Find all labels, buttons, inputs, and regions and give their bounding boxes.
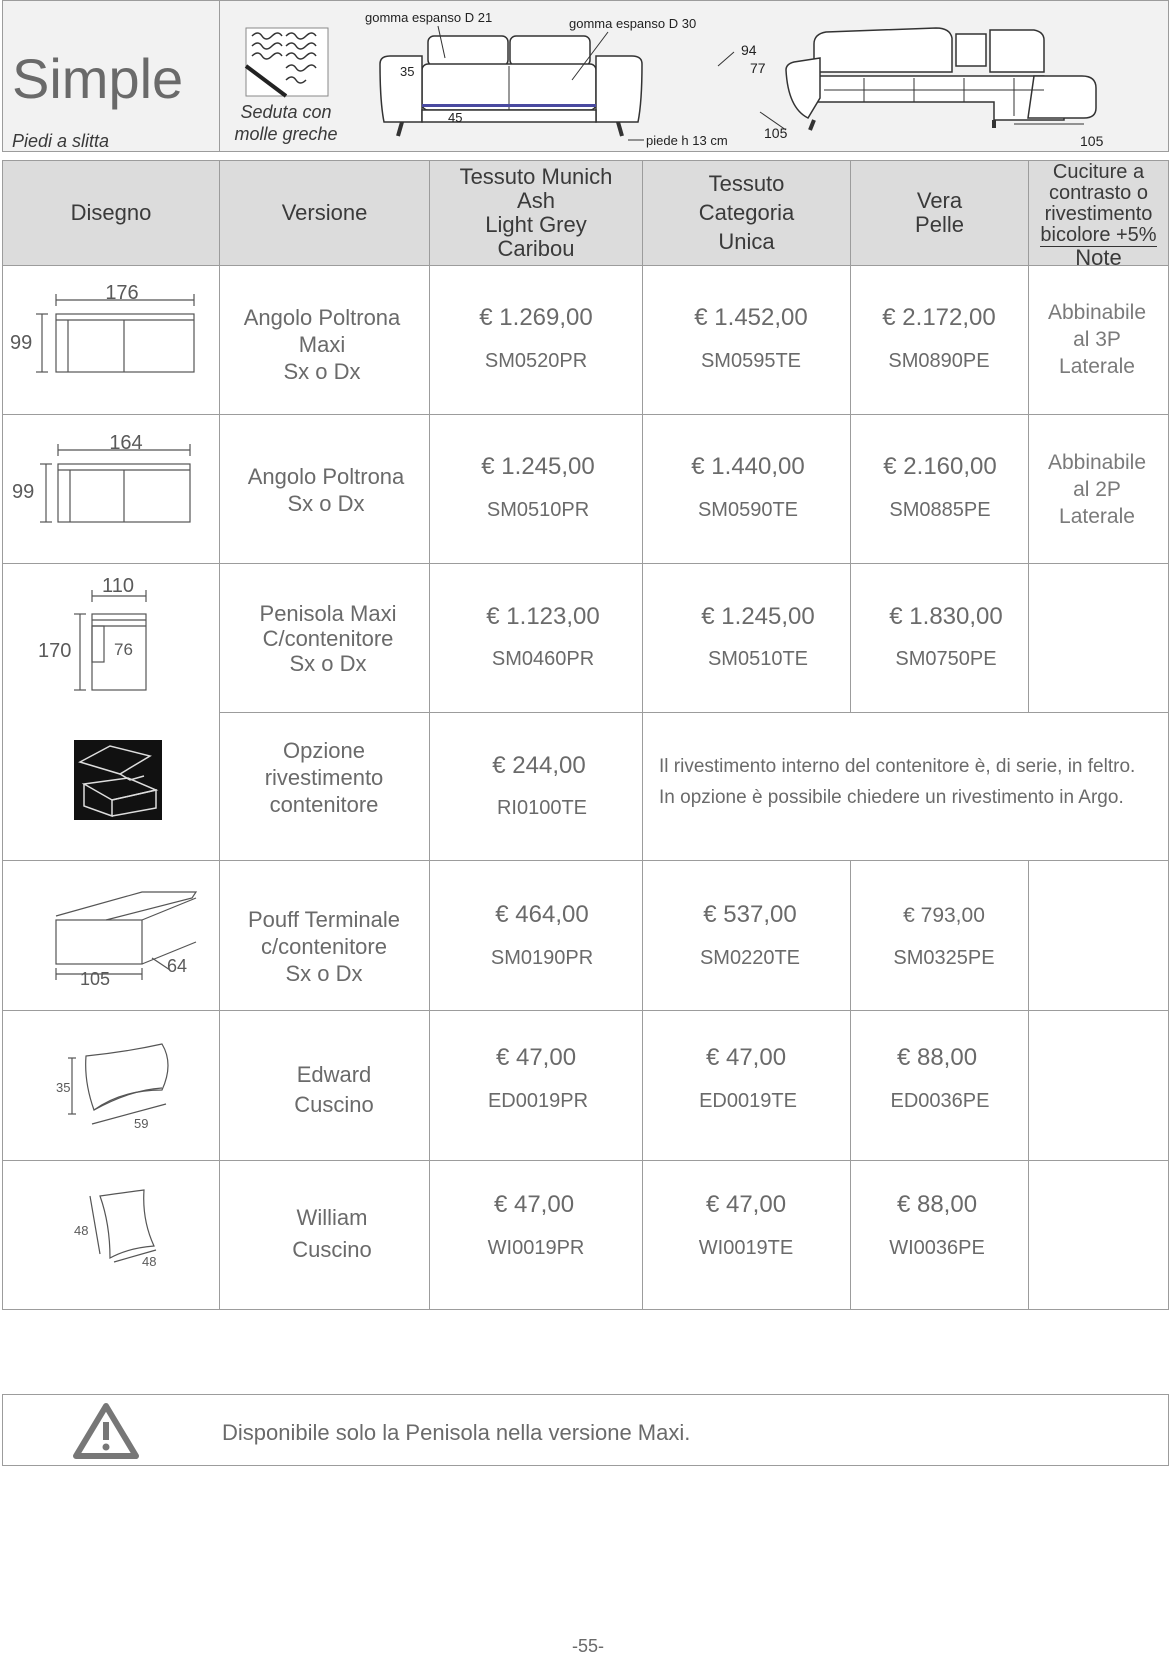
row-divider bbox=[2, 414, 1169, 415]
categoria-price: € 1.440,00 bbox=[691, 453, 805, 480]
note-line: al 2P bbox=[1073, 478, 1121, 501]
drawing-william-cushion bbox=[86, 1190, 166, 1264]
header-disegno: Disegno bbox=[70, 199, 152, 225]
feet-label: Piedi a slitta bbox=[12, 131, 110, 151]
storage-photo-icon bbox=[74, 740, 162, 820]
drawing-edward-cushion bbox=[62, 1044, 172, 1128]
munich-price: € 1.123,00 bbox=[486, 603, 600, 630]
version-name bbox=[292, 1202, 371, 1266]
header-categoria-line: Categoria bbox=[698, 200, 795, 225]
version-name bbox=[294, 1060, 373, 1120]
version-line: Opzione bbox=[283, 738, 365, 763]
warning-text: Disponibile solo la Penisola nella versione Maxi. bbox=[222, 1420, 691, 1445]
option-info-line1: Il rivestimento interno del contenitore è, di serie, in feltro. bbox=[659, 756, 1136, 777]
foam-d30-leader bbox=[570, 32, 610, 82]
version-name bbox=[248, 906, 400, 987]
option-info-line2: In opzione è possibile chiedere un rivestimento in Argo. bbox=[659, 787, 1124, 808]
pelle-price: € 2.172,00 bbox=[882, 304, 996, 331]
version-line: contenitore bbox=[269, 792, 379, 817]
version-line: Sx o Dx bbox=[285, 961, 363, 986]
row-divider bbox=[2, 265, 1169, 266]
dim-105a-label: 105 bbox=[764, 125, 788, 141]
warning-triangle-icon bbox=[72, 1402, 140, 1460]
munich-price: € 47,00 bbox=[493, 1191, 575, 1218]
categoria-price: € 1.452,00 bbox=[694, 304, 808, 331]
version-line: Edward bbox=[296, 1062, 372, 1087]
col-divider-5b bbox=[1028, 860, 1029, 1310]
seat-label-line1: Seduta con bbox=[240, 102, 332, 122]
version-line: Cuscino bbox=[292, 1237, 372, 1262]
categoria-code: SM0590TE bbox=[697, 499, 799, 521]
col-divider-3 bbox=[642, 160, 643, 1310]
header-note: Note bbox=[1075, 245, 1122, 270]
munich-code: SM0520PR bbox=[484, 350, 588, 372]
version-line: c/contenitore bbox=[261, 934, 387, 959]
spring-seat-illustration bbox=[246, 28, 328, 96]
pelle-code: SM0885PE bbox=[889, 499, 991, 521]
version-name bbox=[265, 737, 384, 818]
note-line: Laterale bbox=[1059, 505, 1135, 528]
row-divider bbox=[2, 1010, 1169, 1011]
header-cuciture-line: contrasto o bbox=[1049, 182, 1148, 204]
categoria-price: € 537,00 bbox=[703, 901, 797, 928]
dim-height: 35 bbox=[56, 1080, 71, 1095]
version-line: Angolo Poltrona bbox=[243, 305, 401, 330]
header-munich-line: Light Grey bbox=[485, 211, 587, 237]
munich-code: ED0019PR bbox=[487, 1090, 589, 1112]
dim-depth: 64 bbox=[167, 956, 188, 976]
version-line: Sx o Dx bbox=[287, 491, 365, 516]
header-categoria-line: Tessuto bbox=[708, 171, 785, 196]
pelle-price: € 793,00 bbox=[903, 904, 985, 927]
dim-105b-label: 105 bbox=[1080, 133, 1104, 149]
pelle-code: SM0890PE bbox=[888, 350, 990, 372]
version-line: William bbox=[296, 1205, 368, 1230]
header-cuciture bbox=[1029, 160, 1168, 270]
dim-94-label: 94 bbox=[741, 42, 757, 58]
munich-code: SM0190PR bbox=[490, 947, 594, 969]
categoria-code: WI0019TE bbox=[698, 1237, 794, 1259]
categoria-code: SM0220TE bbox=[699, 947, 801, 969]
pelle-price: € 88,00 bbox=[896, 1044, 978, 1071]
pelle-code: ED0036PE bbox=[890, 1090, 990, 1112]
version-name bbox=[260, 601, 397, 676]
munich-price: € 1.269,00 bbox=[479, 304, 593, 331]
version-name bbox=[244, 304, 401, 385]
row-note bbox=[1048, 449, 1146, 530]
version-line: Penisola Maxi bbox=[259, 601, 397, 626]
pelle-price: € 88,00 bbox=[896, 1191, 978, 1218]
dim-45-label: 45 bbox=[448, 110, 463, 125]
header-versione: Versione bbox=[281, 199, 368, 225]
categoria-price: € 47,00 bbox=[705, 1191, 787, 1218]
categoria-price: € 47,00 bbox=[705, 1044, 787, 1071]
version-line: Cuscino bbox=[294, 1092, 374, 1117]
pelle-code: SM0325PE bbox=[893, 947, 995, 969]
row-divider bbox=[2, 860, 1169, 861]
dim-width: 59 bbox=[134, 1116, 149, 1131]
version-line: C/contenitore bbox=[262, 626, 394, 651]
row-divider bbox=[2, 563, 1169, 564]
categoria-price: € 1.245,00 bbox=[701, 603, 815, 630]
dim-height: 48 bbox=[74, 1223, 89, 1238]
munich-price: € 1.245,00 bbox=[481, 453, 595, 480]
munich-price: € 464,00 bbox=[495, 901, 589, 928]
row-divider bbox=[219, 712, 1169, 713]
dim-width: 105 bbox=[79, 969, 111, 989]
header-pelle-line: Pelle bbox=[915, 211, 964, 237]
note-line: al 3P bbox=[1073, 328, 1121, 351]
categoria-code: SM0595TE bbox=[700, 350, 802, 372]
pelle-code: SM0750PE bbox=[895, 648, 997, 670]
version-name bbox=[248, 463, 405, 517]
drawing-penisola bbox=[72, 588, 152, 694]
header-cuciture-line: bicolore +5% bbox=[1040, 224, 1157, 246]
categoria-code: ED0019TE bbox=[699, 1090, 797, 1112]
foam-d21-leader bbox=[437, 26, 447, 60]
foam-d30-label: gomma espanso D 30 bbox=[569, 16, 697, 31]
dim-depth: 99 bbox=[12, 481, 35, 503]
munich-code: SM0510PR bbox=[486, 499, 590, 521]
pelle-price: € 1.830,00 bbox=[889, 603, 1003, 630]
munich-price: € 47,00 bbox=[495, 1044, 577, 1071]
corner-sofa-illustration bbox=[784, 26, 1114, 146]
version-line: Maxi bbox=[298, 332, 346, 357]
version-line: Pouff Terminale bbox=[247, 907, 401, 932]
row-divider bbox=[2, 1160, 1169, 1161]
header-pelle-line: Vera bbox=[916, 187, 963, 213]
munich-code: WI0019PR bbox=[487, 1237, 585, 1259]
header-cuciture-line: rivestimento bbox=[1044, 203, 1153, 225]
header-categoria bbox=[643, 160, 850, 265]
note-line: Abbinabile bbox=[1047, 451, 1147, 474]
col-divider-1 bbox=[219, 160, 220, 1310]
dim-depth: 99 bbox=[10, 332, 33, 354]
dim-width: 110 bbox=[102, 575, 134, 597]
header-munich-line: Ash bbox=[517, 187, 555, 213]
col-divider-2 bbox=[429, 160, 430, 1310]
page-number: -55- bbox=[571, 1636, 605, 1656]
version-line: rivestimento bbox=[264, 765, 384, 790]
categoria-code: SM0510TE bbox=[707, 648, 809, 670]
col-divider-4b bbox=[850, 860, 851, 1310]
dim-35-label: 35 bbox=[400, 64, 415, 79]
dim-depth: 170 bbox=[38, 640, 72, 662]
header-cuciture-line: Cuciture a bbox=[1052, 161, 1145, 183]
pelle-price: € 2.160,00 bbox=[883, 453, 997, 480]
foot-height-label: piede h 13 cm bbox=[646, 133, 728, 148]
foam-d21-label: gomma espanso D 21 bbox=[365, 10, 493, 25]
header-categoria-line: Unica bbox=[718, 229, 775, 254]
pelle-code: WI0036PE bbox=[889, 1237, 985, 1259]
header-munich bbox=[430, 160, 642, 265]
dim-width: 176 bbox=[105, 282, 139, 304]
seat-label-line2: molle greche bbox=[234, 124, 338, 144]
version-line: Angolo Poltrona bbox=[247, 464, 405, 489]
version-line: Sx o Dx bbox=[289, 651, 367, 676]
foot-height-leader bbox=[628, 139, 646, 143]
header-divider bbox=[219, 0, 220, 152]
dim-width: 48 bbox=[142, 1254, 157, 1269]
munich-price: € 244,00 bbox=[492, 752, 586, 779]
header-munich-line: Caribou bbox=[497, 235, 575, 261]
dim-77-label: 77 bbox=[750, 60, 766, 76]
note-line: Abbinabile bbox=[1047, 301, 1147, 324]
header-munich-line: Tessuto Munich bbox=[459, 163, 613, 189]
row-note bbox=[1048, 299, 1146, 380]
munich-code: RI0100TE bbox=[496, 797, 588, 819]
munich-code: SM0460PR bbox=[491, 648, 595, 670]
note-line: Laterale bbox=[1059, 355, 1135, 378]
version-line: Sx o Dx bbox=[283, 359, 361, 384]
dim-width: 164 bbox=[109, 432, 143, 454]
dim-inner: 76 bbox=[114, 640, 133, 659]
page-title: Simple bbox=[12, 47, 184, 110]
header-pelle bbox=[851, 160, 1028, 265]
